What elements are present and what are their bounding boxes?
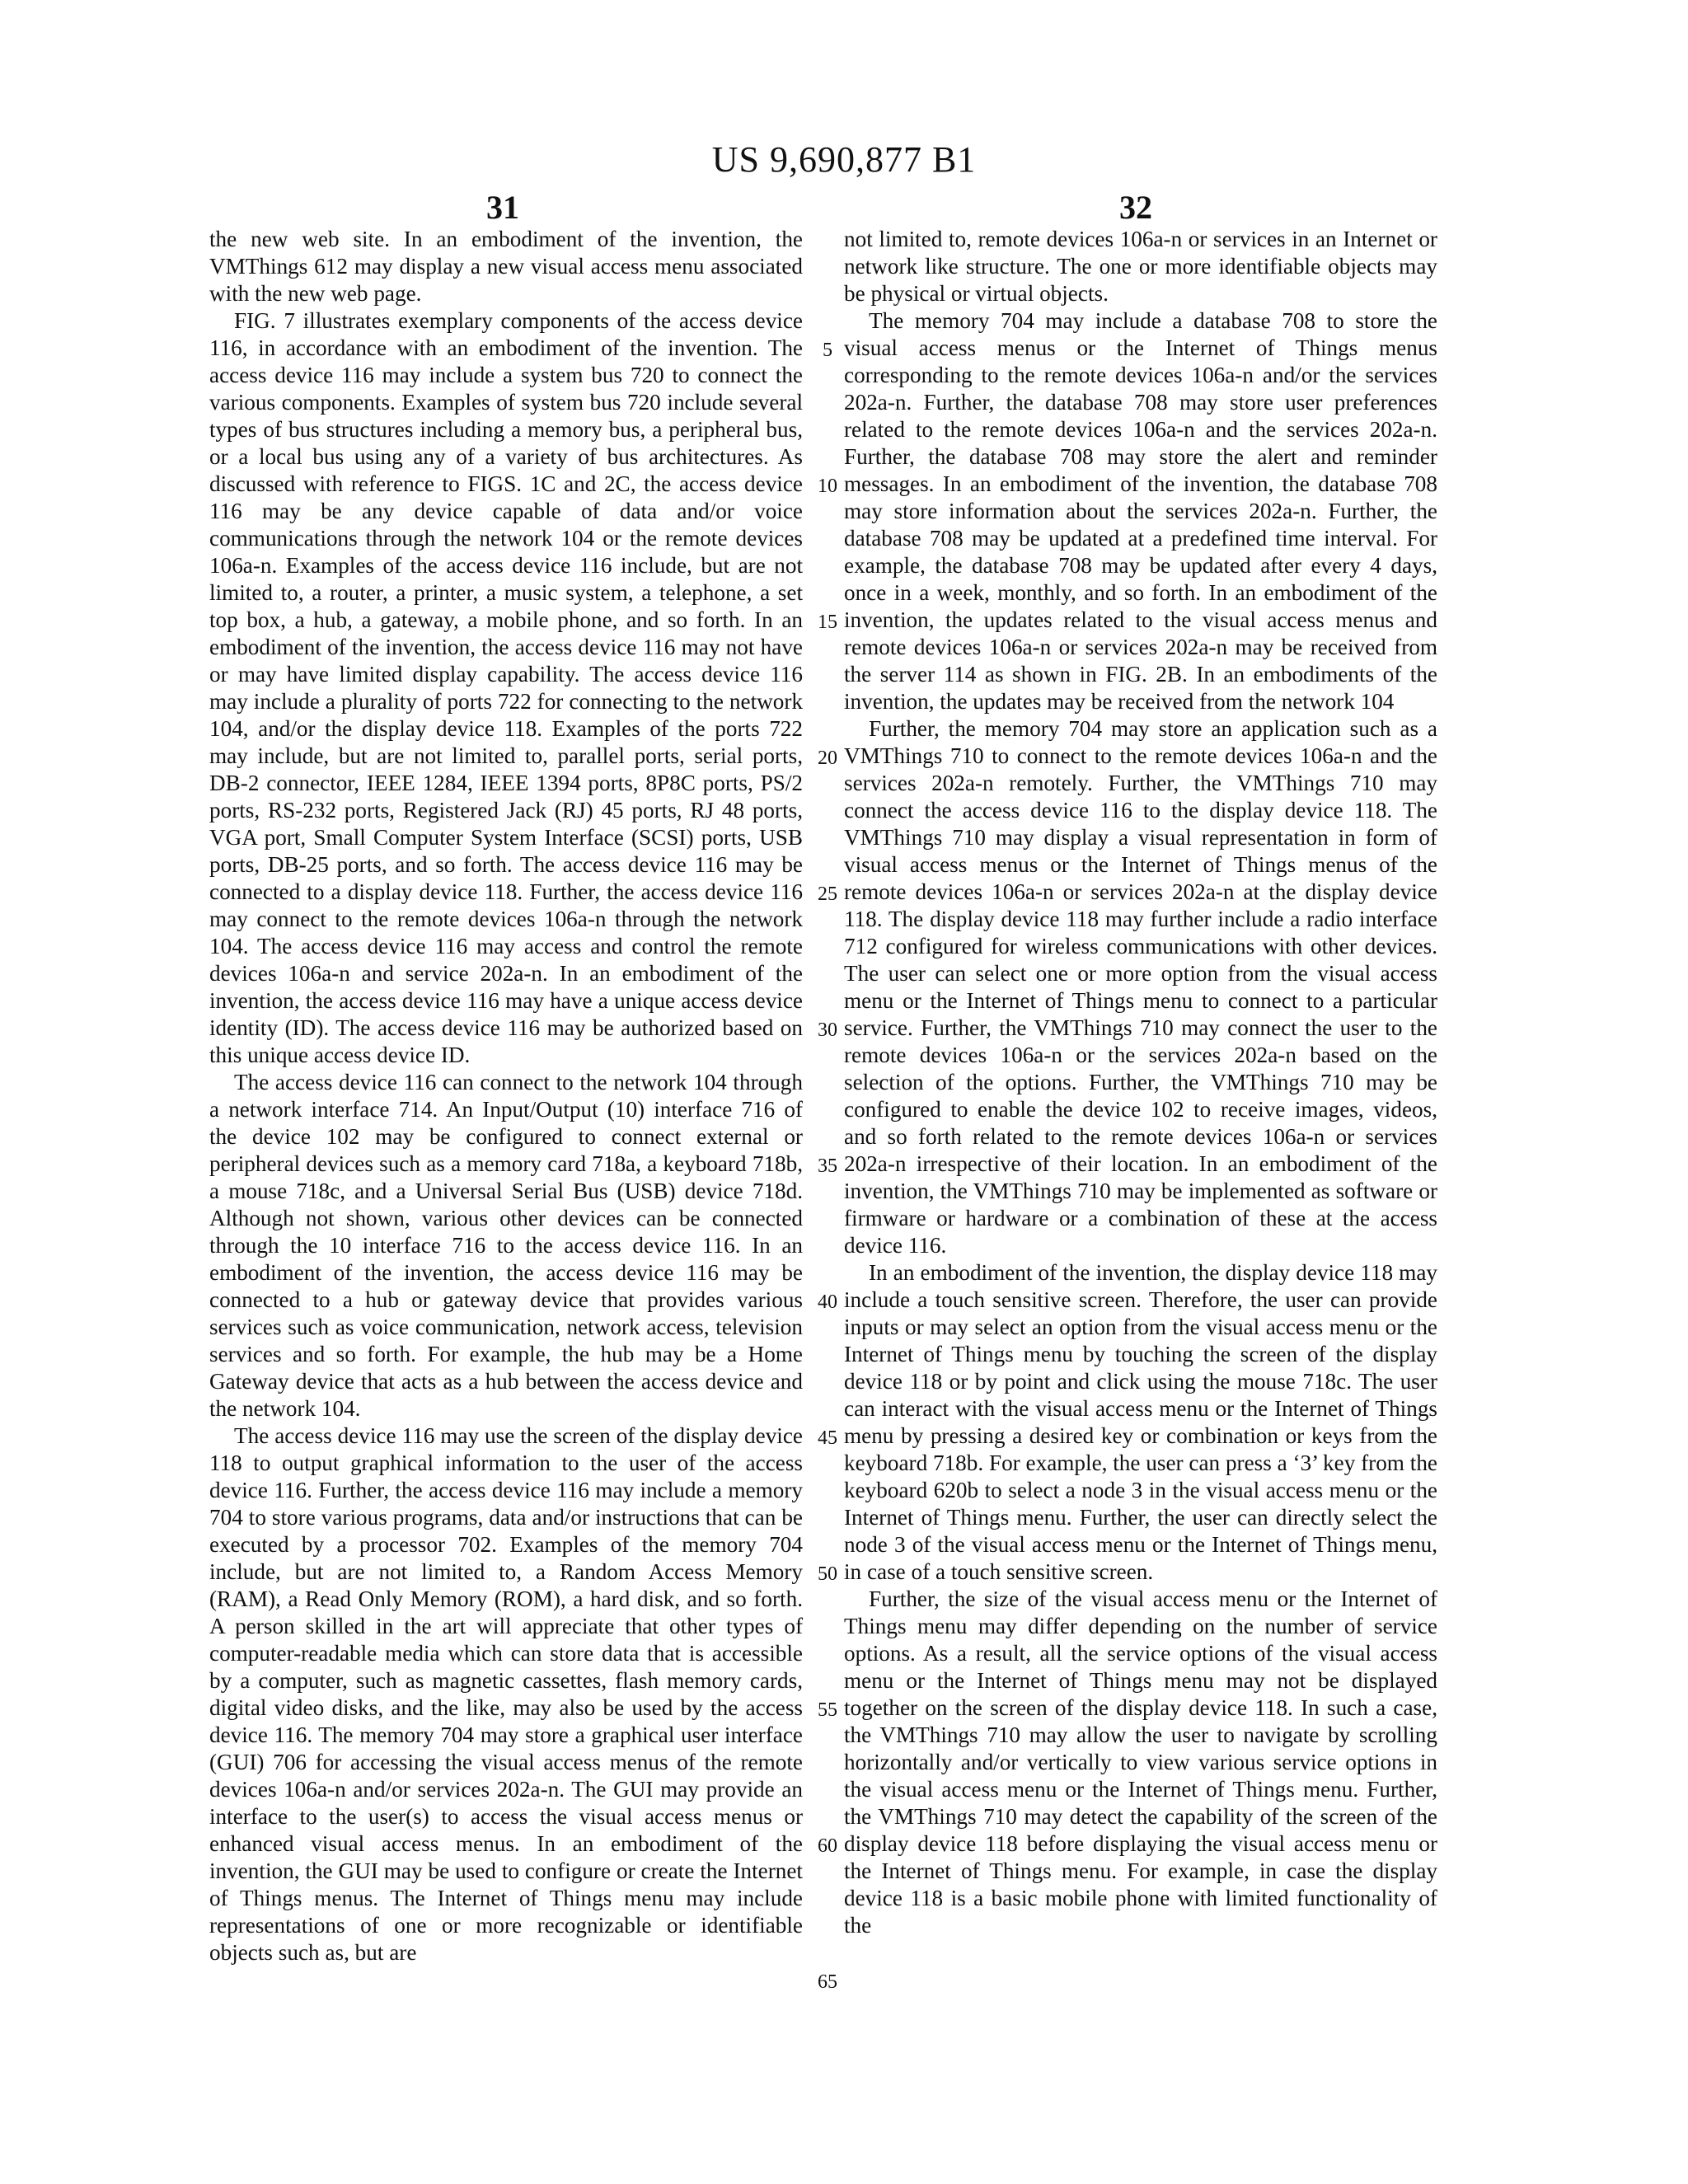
line-number: 55 (818, 1699, 837, 1721)
paragraph: Further, the memory 704 may store an application such as a VMThings 710 to connect to the remote devices 106a-n and the services 202a-n remotely. Further, the VMThings 710 may connect the access device 116 to the display device 118. The VMThings 710 may display a visual representation in form of visual access menus or the Internet of Things menus of the remote devices 106a-n or services 202a-n at the display device 118. The display device 118 may further include a radio interface 712 configured for wireless communications with other devices. The user can select one or more option from the visual access menu or the Internet of Things menu to connect to a particular service. Further, the VMThings 710 may connect the user to the remote devices 106a-n or the services 202a-n based on the selection of the options. Further, the VMThings 710 may be configured to enable the device 102 to receive images, videos, and so forth related to the remote devices 106a-n or services 202a-n irrespective of their location. In an embodiment of the invention, the VMThings 710 may be implemented as software or firmware or hardware or a combination of these at the access device 116. (844, 716, 1437, 1258)
paragraph: FIG. 7 illustrates exemplary components of the access device 116, in accordance with an embodiment of the invention. The access device 116 may include a system bus 720 to connect the various components. Examples of system bus 720 include several types of bus structures including a memory bus, a peripheral bus, or a local bus using any of a variety of bus architectures. As discussed with reference to FIGS. 1C and 2C, the access device 116 may be any device capable of data and/or voice communications through the network 104 or the remote devices 106a-n. Examples of the access device 116 include, but are not limited to, a router, a printer, a music system, a telephone, a set top box, a hub, a gateway, a mobile phone, and so forth. In an embodiment of the invention, the access device 116 may not have or may have limited display capability. The access device 116 may include a plurality of ports 722 for connecting to the network 104, and/or the display device 118. Examples of the ports 722 may include, but are not limited to, parallel ports, serial ports, DB-2 connector, IEEE 1284, IEEE 1394 ports, 8P8C ports, PS/2 ports, RS-232 ports, Registered Jack (RJ) 45 ports, RJ 48 ports, VGA port, Small Computer System Interface (SCSI) ports, USB ports, DB-25 ports, and so forth. The access device 116 may be connected to a display device 118. Further, the access device 116 may connect to the remote devices 106a-n through the network 104. The access device 116 may access and control the remote devices 106a-n and service 202a-n. In an embodiment of the invention, the access device 116 may have a unique access device identity (ID). The access device 116 may be authorized based on this unique access device ID. (209, 308, 803, 1067)
paragraph: the new web site. In an embodiment of the invention, the VMThings 612 may display a new visual access menu associated with the new web page. (209, 227, 803, 306)
line-number: 45 (818, 1427, 837, 1449)
line-number: 5 (823, 340, 832, 361)
line-number: 40 (818, 1291, 837, 1313)
line-number: 60 (818, 1835, 837, 1857)
line-number: 20 (818, 748, 837, 769)
paragraph: not limited to, remote devices 106a-n or services in an Internet or network like structure. The one or more identifiable objects may be physical or virtual objects. (844, 227, 1437, 306)
line-number: 35 (818, 1155, 837, 1177)
line-number: 15 (818, 612, 837, 633)
patent-number: US 9,690,877 B1 (711, 139, 977, 180)
paragraph: The access device 116 may use the screen of the display device 118 to output graphical information to the user of the access device 116. Further, the access device 116 may include a memory 704 to store various programs, data and/or instructions that can be executed by a processor 702. Examples of the memory 704 include, but are not limited to, a Random Access Memory (RAM), a Read Only Memory (ROM), a hard disk, and so forth. A person skilled in the art will appreciate that other types of computer-readable media which can store data that is accessible by a computer, such as magnetic cassettes, flash memory cards, digital video disks, and the like, may also be used by the access device 116. The memory 704 may store a graphical user interface (GUI) 706 for accessing the visual access menus of the remote devices 106a-n and/or services 202a-n. The GUI may provide an interface to the user(s) to access the visual access menus or enhanced visual access menus. In an embodiment of the invention, the GUI may be used to configure or create the Internet of Things menus. The Internet of Things menu may include representations of one or more recognizable or identifiable objects such as, but are (209, 1423, 803, 1965)
paragraph: In an embodiment of the invention, the display device 118 may include a touch sensitive screen. Therefore, the user can provide inputs or may select an option from the visual access menu or the Internet of Things menu by touching the screen of the display device 118 or by point and click using the mouse 718c. The user can interact with the visual access menu or the Internet of Things menu by pressing a desired key or combination or keys from the keyboard 718b. For example, the user can press a ‘3’ key from the keyboard 620b to select a node 3 in the visual access menu or the Internet of Things menu. Further, the user can directly select the node 3 of the visual access menu or the Internet of Things menu, in case of a touch sensitive screen. (844, 1260, 1437, 1584)
paragraph: The memory 704 may include a database 708 to store the visual access menus or the Internet of Things menus corresponding to the remote devices 106a-n and/or the services 202a-n. Further, the database 708 may store user preferences related to the remote devices 106a-n and the services 202a-n. Further, the database 708 may store the alert and reminder messages. In an embodiment of the invention, the database 708 may store information about the services 202a-n. Further, the database 708 may be updated at a predefined time interval. For example, the database 708 may be updated after every 4 days, once in a week, monthly, and so forth. In an embodiment of the invention, the updates related to the visual access menus and remote devices 106a-n or services 202a-n may be received from the server 114 as shown in FIG. 2B. In an embodiments of the invention, the updates may be received from the network 104 (844, 308, 1437, 714)
paragraph: Further, the size of the visual access menu or the Internet of Things menu may differ depending on the number of service options. As a result, all the service options of the visual access menu or the Internet of Things menu may not be displayed together on the screen of the display device 118. In such a case, the VMThings 710 may allow the user to navigate by scrolling horizontally and/or vertically to view various service options in the visual access menu or the Internet of Things menu. Further, the VMThings 710 may detect the capability of the screen of the display device 118 before displaying the visual access menu or the Internet of Things menu. For example, in case the display device 118 is a basic mobile phone with limited functionality of the (844, 1586, 1437, 1938)
right-column (844, 226, 1437, 1939)
line-number: 50 (818, 1563, 837, 1585)
line-number: 10 (818, 476, 837, 497)
paragraph: The access device 116 can connect to the network 104 through a network interface 714. An Input/Output (10) interface 716 of the device 102 may be configured to connect external or peripheral devices such as a memory card 718a, a keyboard 718b, a mouse 718c, and a Universal Serial Bus (USB) device 718d. Although not shown, various other devices can be connected through the 10 interface 716 to the access device 116. In an embodiment of the invention, the access device 116 may be connected to a hub or gateway device that provides various services such as voice communication, network access, television services and so forth. For example, the hub may be a Home Gateway device that acts as a hub between the access device and the network 104. (209, 1070, 803, 1421)
left-column (209, 226, 803, 1966)
left-page-number: 31 (486, 189, 519, 226)
line-number: 65 (818, 1971, 837, 1993)
line-number: 30 (818, 1019, 837, 1041)
line-number: 25 (818, 883, 837, 905)
right-page-number: 32 (1119, 189, 1152, 226)
